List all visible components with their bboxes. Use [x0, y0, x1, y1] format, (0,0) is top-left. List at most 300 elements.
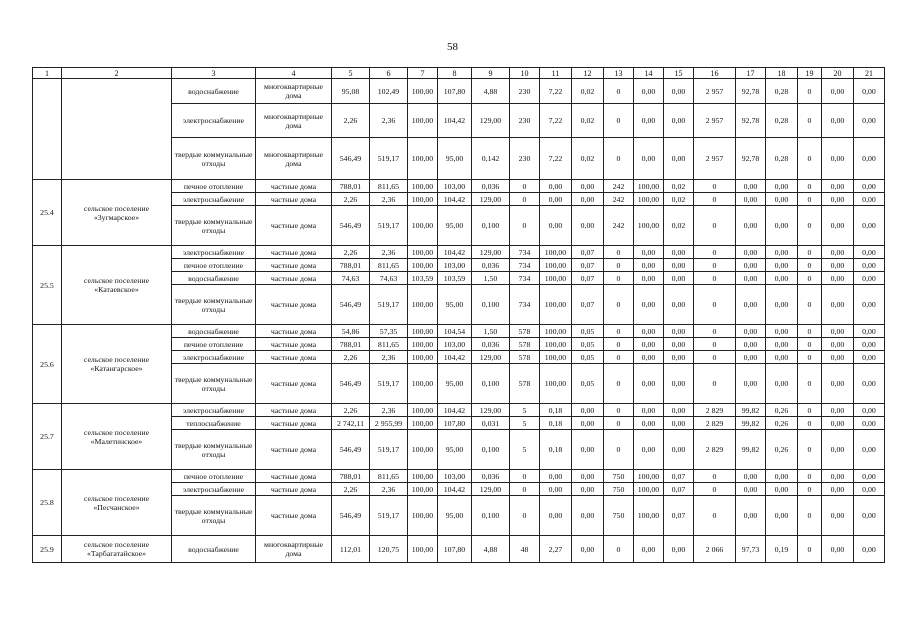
table-cell: 102,49 — [370, 79, 408, 104]
table-cell: 0 — [798, 430, 822, 470]
table-cell: 0,00 — [634, 246, 664, 259]
table-cell: 0,00 — [854, 79, 885, 104]
table-cell: 0,00 — [854, 104, 885, 138]
table-cell: 0,00 — [766, 180, 798, 193]
table-cell: 0,036 — [472, 338, 510, 351]
table-cell: 0,036 — [472, 470, 510, 483]
table-cell: 0 — [510, 470, 540, 483]
table-cell: 0,00 — [854, 138, 885, 180]
table-cell: 7,22 — [540, 79, 572, 104]
table-cell: 519,17 — [370, 430, 408, 470]
housing-type: частные дома — [256, 325, 332, 338]
table-cell: 99,82 — [736, 430, 766, 470]
table-cell: 811,65 — [370, 180, 408, 193]
table-cell: 0,00 — [766, 364, 798, 404]
housing-type: частные дома — [256, 338, 332, 351]
table-cell: 0 — [694, 364, 736, 404]
table-cell: 104,42 — [438, 351, 472, 364]
table-cell: 0 — [694, 259, 736, 272]
table-cell: 0 — [604, 79, 634, 104]
table-cell: 129,00 — [472, 104, 510, 138]
table-cell: 0,05 — [572, 325, 604, 338]
table-cell: 0,00 — [572, 206, 604, 246]
table-cell: 100,00 — [408, 404, 438, 417]
table-cell: 74,63 — [332, 272, 370, 285]
table-cell: 0,00 — [822, 104, 854, 138]
table-cell: 0,07 — [572, 272, 604, 285]
service-type: твердые коммунальные отходы — [172, 364, 256, 404]
table-cell: 0,00 — [664, 430, 694, 470]
table-cell: 2,26 — [332, 246, 370, 259]
table-cell: 95,00 — [438, 364, 472, 404]
housing-type: частные дома — [256, 404, 332, 417]
table-row — [33, 325, 885, 338]
table-cell: 2 957 — [694, 79, 736, 104]
table-cell: 92,78 — [736, 104, 766, 138]
table-cell: 0,00 — [854, 483, 885, 496]
service-type: твердые коммунальные отходы — [172, 496, 256, 536]
housing-type: частные дома — [256, 259, 332, 272]
settlement-name — [62, 79, 172, 180]
table-cell: 811,65 — [370, 338, 408, 351]
table-cell: 1,50 — [472, 272, 510, 285]
column-header: 18 — [766, 68, 798, 79]
table-cell: 788,01 — [332, 470, 370, 483]
table-cell: 0,07 — [572, 285, 604, 325]
table-cell: 0,00 — [664, 417, 694, 430]
table-cell: 0,00 — [822, 351, 854, 364]
housing-type: частные дома — [256, 193, 332, 206]
table-cell: 0,00 — [854, 364, 885, 404]
table-cell: 2,26 — [332, 351, 370, 364]
housing-type: частные дома — [256, 206, 332, 246]
table-cell: 0,100 — [472, 496, 510, 536]
table-cell: 0,19 — [766, 536, 798, 563]
service-type: электроснабжение — [172, 246, 256, 259]
table-cell: 100,00 — [408, 138, 438, 180]
table-cell: 5 — [510, 404, 540, 417]
housing-type: частные дома — [256, 430, 332, 470]
table-cell: 0,00 — [664, 104, 694, 138]
column-header: 3 — [172, 68, 256, 79]
table-cell: 0,100 — [472, 430, 510, 470]
table-cell: 0 — [604, 285, 634, 325]
table-cell: 2 829 — [694, 430, 736, 470]
table-cell: 2,26 — [332, 483, 370, 496]
table-cell: 0,00 — [572, 193, 604, 206]
table-cell: 0,00 — [854, 430, 885, 470]
table-cell: 100,00 — [408, 246, 438, 259]
table-cell: 0,00 — [572, 496, 604, 536]
table-cell: 0,00 — [736, 180, 766, 193]
table-cell: 0,00 — [736, 285, 766, 325]
table-cell: 0 — [798, 364, 822, 404]
table-cell: 99,82 — [736, 417, 766, 430]
table-cell: 0,00 — [736, 338, 766, 351]
housing-type: частные дома — [256, 351, 332, 364]
table-cell: 74,63 — [370, 272, 408, 285]
table-row — [33, 536, 885, 563]
table-cell: 0,00 — [540, 496, 572, 536]
housing-type: частные дома — [256, 272, 332, 285]
table-cell: 230 — [510, 138, 540, 180]
table-cell: 578 — [510, 325, 540, 338]
table-cell: 0,05 — [572, 338, 604, 351]
table-cell: 0 — [694, 351, 736, 364]
table-cell: 104,42 — [438, 404, 472, 417]
table-cell: 104,54 — [438, 325, 472, 338]
table-cell: 0,00 — [634, 138, 664, 180]
table-cell: 0,07 — [572, 246, 604, 259]
column-header: 15 — [664, 68, 694, 79]
table-cell: 100,00 — [540, 272, 572, 285]
table-cell: 0 — [798, 483, 822, 496]
table-cell: 103,59 — [408, 272, 438, 285]
table-cell: 0,00 — [766, 272, 798, 285]
table-cell: 0,00 — [822, 180, 854, 193]
table-cell: 0,00 — [634, 536, 664, 563]
table-cell: 100,00 — [408, 430, 438, 470]
table-cell: 104,42 — [438, 483, 472, 496]
column-header: 14 — [634, 68, 664, 79]
table-cell: 0,00 — [854, 193, 885, 206]
table-cell: 0,00 — [822, 404, 854, 417]
table-cell: 103,00 — [438, 259, 472, 272]
table-cell: 0,00 — [822, 417, 854, 430]
service-type: электроснабжение — [172, 404, 256, 417]
table-cell: 0,00 — [540, 180, 572, 193]
table-cell: 519,17 — [370, 206, 408, 246]
table-cell: 1,50 — [472, 325, 510, 338]
table-cell: 2,26 — [332, 104, 370, 138]
table-cell: 100,00 — [634, 193, 664, 206]
row-number: 25.8 — [33, 470, 62, 536]
table-cell: 0,00 — [572, 417, 604, 430]
table-cell: 0,00 — [634, 325, 664, 338]
table-cell: 100,00 — [408, 193, 438, 206]
column-header: 20 — [822, 68, 854, 79]
table-cell: 0,00 — [822, 138, 854, 180]
table-cell: 0,00 — [766, 259, 798, 272]
housing-type: частные дома — [256, 417, 332, 430]
table-cell: 0,18 — [540, 417, 572, 430]
table-cell: 100,00 — [540, 285, 572, 325]
column-header: 13 — [604, 68, 634, 79]
table-cell: 230 — [510, 79, 540, 104]
table-cell: 0,00 — [664, 325, 694, 338]
settlement-name: сельское поселение «Катангарское» — [62, 325, 172, 404]
table-cell: 100,00 — [408, 259, 438, 272]
table-cell: 129,00 — [472, 246, 510, 259]
table-cell: 100,00 — [408, 470, 438, 483]
table-cell: 99,82 — [736, 404, 766, 417]
table-cell: 0 — [604, 259, 634, 272]
table-cell: 0,00 — [854, 206, 885, 246]
table-cell: 0,00 — [822, 496, 854, 536]
table-cell: 100,00 — [408, 325, 438, 338]
table-cell: 0 — [694, 246, 736, 259]
table-cell: 0 — [798, 180, 822, 193]
table-cell: 0,07 — [664, 470, 694, 483]
table-cell: 2,36 — [370, 104, 408, 138]
table-cell: 0 — [798, 193, 822, 206]
table-cell: 0,00 — [736, 325, 766, 338]
table-cell: 104,42 — [438, 193, 472, 206]
table-cell: 0,00 — [854, 417, 885, 430]
table-cell: 100,00 — [408, 79, 438, 104]
table-cell: 0,00 — [634, 404, 664, 417]
table-cell: 0,00 — [664, 536, 694, 563]
table-cell: 0,00 — [854, 338, 885, 351]
table-cell: 811,65 — [370, 470, 408, 483]
header-row — [33, 68, 885, 79]
table-cell: 0 — [798, 272, 822, 285]
table-cell: 750 — [604, 483, 634, 496]
table-cell: 0,26 — [766, 430, 798, 470]
table-cell: 0,00 — [766, 483, 798, 496]
settlement-name: сельское поселение «Песчанское» — [62, 470, 172, 536]
table-cell: 0,05 — [572, 364, 604, 404]
table-cell: 100,00 — [540, 325, 572, 338]
column-header: 8 — [438, 68, 472, 79]
table-cell: 0,00 — [736, 483, 766, 496]
table-cell: 0 — [798, 79, 822, 104]
table-cell: 0,00 — [854, 536, 885, 563]
table-cell: 546,49 — [332, 138, 370, 180]
table-cell: 0 — [604, 338, 634, 351]
table-cell: 0,00 — [854, 496, 885, 536]
table-cell: 0 — [798, 246, 822, 259]
housing-type: частные дома — [256, 483, 332, 496]
table-cell: 0,00 — [854, 325, 885, 338]
table-cell: 519,17 — [370, 496, 408, 536]
table-cell: 546,49 — [332, 285, 370, 325]
table-cell: 2,36 — [370, 483, 408, 496]
service-type: твердые коммунальные отходы — [172, 430, 256, 470]
table-cell: 0,00 — [540, 206, 572, 246]
table-cell: 5 — [510, 430, 540, 470]
service-type: печное отопление — [172, 180, 256, 193]
table-cell: 95,00 — [438, 138, 472, 180]
table-cell: 0 — [694, 206, 736, 246]
table-cell: 0,00 — [822, 536, 854, 563]
table-cell: 0 — [798, 417, 822, 430]
table-cell: 811,65 — [370, 259, 408, 272]
row-number: 25.7 — [33, 404, 62, 470]
table-cell: 0,00 — [766, 285, 798, 325]
table-cell: 95,00 — [438, 285, 472, 325]
table-cell: 0,00 — [664, 338, 694, 351]
table-cell: 0,28 — [766, 138, 798, 180]
table-cell: 92,78 — [736, 79, 766, 104]
table-cell: 0,07 — [664, 496, 694, 536]
table-cell: 100,00 — [408, 104, 438, 138]
table-cell: 100,00 — [408, 206, 438, 246]
table-cell: 788,01 — [332, 180, 370, 193]
table-cell: 0 — [604, 272, 634, 285]
table-cell: 0,00 — [736, 470, 766, 483]
table-cell: 100,00 — [408, 417, 438, 430]
table-cell: 0,00 — [664, 138, 694, 180]
table-cell: 0,00 — [854, 180, 885, 193]
table-cell: 0,00 — [634, 272, 664, 285]
table-cell: 0 — [798, 496, 822, 536]
table-cell: 0,00 — [540, 483, 572, 496]
table-cell: 0 — [694, 272, 736, 285]
table-row — [33, 246, 885, 259]
table-cell: 788,01 — [332, 338, 370, 351]
table-cell: 0,00 — [664, 246, 694, 259]
table-cell: 103,00 — [438, 470, 472, 483]
housing-type: частные дома — [256, 285, 332, 325]
table-cell: 100,00 — [540, 246, 572, 259]
table-cell: 100,00 — [540, 338, 572, 351]
table-cell: 0 — [510, 483, 540, 496]
table-cell: 519,17 — [370, 138, 408, 180]
column-header: 2 — [62, 68, 172, 79]
table-cell: 0,02 — [572, 104, 604, 138]
table-cell: 0 — [798, 104, 822, 138]
table-cell: 95,08 — [332, 79, 370, 104]
column-header: 19 — [798, 68, 822, 79]
table-cell: 0,00 — [664, 404, 694, 417]
service-type: электроснабжение — [172, 351, 256, 364]
table-cell: 0 — [604, 246, 634, 259]
housing-type: частные дома — [256, 470, 332, 483]
row-number: 25.4 — [33, 180, 62, 246]
service-type: теплоснабжение — [172, 417, 256, 430]
service-type: водоснабжение — [172, 79, 256, 104]
table-cell: 100,00 — [540, 364, 572, 404]
table-cell: 0,00 — [766, 338, 798, 351]
column-header: 16 — [694, 68, 736, 79]
table-cell: 0,00 — [664, 259, 694, 272]
table-cell: 546,49 — [332, 496, 370, 536]
table-cell: 92,78 — [736, 138, 766, 180]
table-cell: 2 829 — [694, 417, 736, 430]
table-cell: 4,88 — [472, 536, 510, 563]
table-cell: 0 — [694, 483, 736, 496]
housing-type: многоквартирные дома — [256, 536, 332, 563]
settlement-name: сельское поселение «Тарбагатайское» — [62, 536, 172, 563]
table-cell: 0,00 — [766, 325, 798, 338]
column-header: 6 — [370, 68, 408, 79]
table-cell: 0,00 — [572, 483, 604, 496]
table-cell: 100,00 — [634, 206, 664, 246]
table-cell: 0 — [798, 259, 822, 272]
table-cell: 0 — [798, 536, 822, 563]
table-cell: 0,18 — [540, 430, 572, 470]
table-cell: 7,22 — [540, 138, 572, 180]
table-cell: 2,36 — [370, 193, 408, 206]
table-cell: 2 742,11 — [332, 417, 370, 430]
table-cell: 0 — [510, 180, 540, 193]
table-cell: 0 — [694, 193, 736, 206]
table-cell: 0 — [798, 138, 822, 180]
table-cell: 0,100 — [472, 206, 510, 246]
table-cell: 129,00 — [472, 483, 510, 496]
table-cell: 0,00 — [822, 430, 854, 470]
service-type: твердые коммунальные отходы — [172, 138, 256, 180]
table-cell: 0,02 — [664, 206, 694, 246]
row-number: 25.5 — [33, 246, 62, 325]
housing-type: многоквартирные дома — [256, 104, 332, 138]
table-cell: 0,00 — [854, 285, 885, 325]
table-cell: 0,00 — [540, 470, 572, 483]
column-header: 4 — [256, 68, 332, 79]
table-cell: 2 955,99 — [370, 417, 408, 430]
table-cell: 0,00 — [854, 246, 885, 259]
table-cell: 2,36 — [370, 351, 408, 364]
table-cell: 100,00 — [540, 351, 572, 364]
service-type: печное отопление — [172, 470, 256, 483]
table-cell: 0 — [798, 404, 822, 417]
table-cell: 0,07 — [664, 483, 694, 496]
table-cell: 107,80 — [438, 79, 472, 104]
table-cell: 0,02 — [664, 193, 694, 206]
table-cell: 546,49 — [332, 206, 370, 246]
table-cell: 0,00 — [766, 206, 798, 246]
column-header: 7 — [408, 68, 438, 79]
table-cell: 0,00 — [822, 272, 854, 285]
table-cell: 0 — [604, 536, 634, 563]
table-cell: 734 — [510, 272, 540, 285]
table-cell: 0,00 — [736, 272, 766, 285]
table-cell: 100,00 — [408, 536, 438, 563]
table-cell: 0,00 — [854, 351, 885, 364]
table-cell: 0 — [694, 285, 736, 325]
table-cell: 0 — [604, 104, 634, 138]
column-header: 17 — [736, 68, 766, 79]
table-cell: 0,00 — [634, 417, 664, 430]
table-cell: 0 — [510, 496, 540, 536]
table-cell: 0,26 — [766, 404, 798, 417]
service-type: твердые коммунальные отходы — [172, 285, 256, 325]
table-cell: 0,00 — [822, 285, 854, 325]
table-cell: 0 — [694, 338, 736, 351]
table-cell: 0 — [798, 351, 822, 364]
service-type: электроснабжение — [172, 104, 256, 138]
table-cell: 0 — [694, 470, 736, 483]
table-cell: 734 — [510, 246, 540, 259]
table-cell: 0,00 — [854, 470, 885, 483]
table-cell: 0,00 — [766, 193, 798, 206]
table-cell: 0,00 — [822, 79, 854, 104]
table-cell: 0,00 — [822, 470, 854, 483]
table-cell: 519,17 — [370, 285, 408, 325]
table-cell: 0 — [694, 325, 736, 338]
table-cell: 578 — [510, 364, 540, 404]
table-cell: 0,00 — [822, 193, 854, 206]
table-cell: 0,036 — [472, 259, 510, 272]
table-cell: 2 957 — [694, 138, 736, 180]
table-cell: 242 — [604, 180, 634, 193]
table-cell: 0,00 — [736, 259, 766, 272]
table-cell: 104,42 — [438, 246, 472, 259]
service-type: водоснабжение — [172, 536, 256, 563]
table-cell: 0 — [604, 351, 634, 364]
table-cell: 0,00 — [634, 338, 664, 351]
table-cell: 0 — [604, 364, 634, 404]
table-cell: 7,22 — [540, 104, 572, 138]
table-cell: 129,00 — [472, 193, 510, 206]
table-cell: 100,00 — [540, 259, 572, 272]
table-cell: 0,00 — [766, 496, 798, 536]
table-cell: 0,02 — [664, 180, 694, 193]
table-cell: 0,00 — [572, 430, 604, 470]
table-cell: 100,00 — [408, 351, 438, 364]
table-cell: 0,00 — [822, 338, 854, 351]
